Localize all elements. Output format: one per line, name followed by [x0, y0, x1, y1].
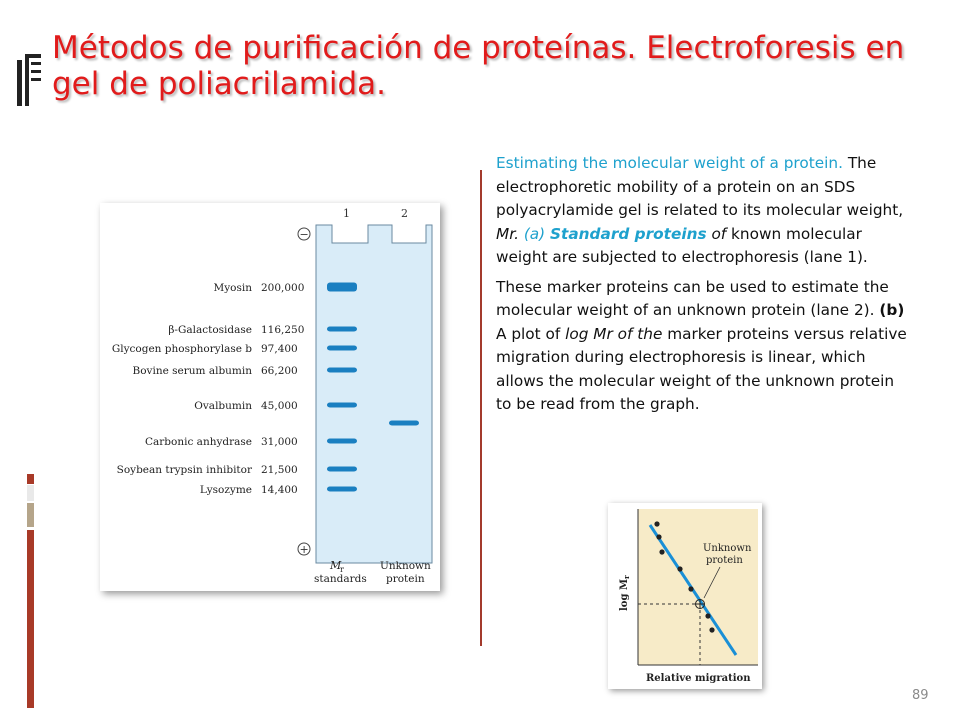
plot-svg	[608, 503, 762, 689]
marker-mw-6: 21,500	[261, 464, 298, 476]
lane1-number: 1	[343, 207, 350, 220]
lane1-band-0	[327, 283, 357, 292]
description-text	[496, 152, 908, 423]
lane2-caption-unknown: Unknown	[380, 560, 431, 572]
marker-mw-7: 14,400	[261, 484, 298, 496]
marker-name-0: Myosin	[213, 282, 252, 294]
marker-mw-1: 116,250	[261, 324, 305, 336]
plot-figure	[608, 503, 762, 689]
gel-body	[316, 225, 432, 563]
p2-logmr: log Mr of the	[565, 324, 663, 343]
marker-name-4: Ovalbumin	[194, 400, 252, 412]
plus-sign: +	[299, 543, 309, 556]
paragraph-1	[496, 152, 908, 270]
p2-text-c: marker proteins versus relative migration during electrophoresis is linear, which allows the molecular weight of the unknown protein to be read from the graph.	[496, 324, 907, 413]
lane2-unknown-band	[389, 421, 419, 426]
p1-standard-proteins: Standard proteins	[550, 224, 707, 243]
plot-point	[688, 586, 693, 591]
marker-name-1: β-Galactosidase	[168, 324, 252, 336]
marker-labels	[112, 282, 305, 496]
lane1-band-6	[327, 467, 357, 472]
lane2-number: 2	[401, 207, 408, 220]
paragraph-2	[496, 276, 908, 417]
p1-text-a: The electrophoretic mobility of a protein on an SDS polyacrylamide gel is related to its molecular weight,	[496, 154, 904, 219]
marker-name-5: Carbonic anhydrase	[144, 436, 252, 448]
lane2-caption-protein: protein	[386, 573, 425, 585]
annotation-unknown: Unknown	[703, 543, 752, 554]
lane1-caption-m: M	[330, 559, 342, 572]
plot-point	[677, 566, 682, 571]
lane1-band-4	[327, 403, 357, 408]
gel-svg	[100, 203, 440, 591]
marker-mw-4: 45,000	[261, 400, 298, 412]
marker-mw-2: 97,400	[261, 343, 298, 355]
lane1-caption-standards: standards	[314, 573, 367, 585]
lane1-band-2	[327, 346, 357, 351]
lane1-band-7	[327, 487, 357, 492]
p1-of: of	[706, 224, 727, 243]
plot-xlabel: Relative migration	[646, 673, 751, 684]
lane1-band-5	[327, 439, 357, 444]
p2-label-b: (b)	[879, 301, 905, 319]
plot-point	[656, 534, 661, 539]
divider-line	[480, 170, 482, 646]
lane1-band-3	[327, 368, 357, 373]
marker-mw-5: 31,000	[261, 436, 298, 448]
plot-point	[709, 627, 714, 632]
description-heading: Estimating the molecular weight of a protein.	[496, 154, 843, 172]
gel-figure	[100, 203, 440, 591]
lane1-band-1	[327, 327, 357, 332]
plot-point	[659, 549, 664, 554]
p1-text-b: known molecular weight are subjected to electrophoresis (lane 1).	[496, 224, 868, 266]
p1-label-a: (a)	[523, 224, 546, 243]
plot-point	[654, 521, 659, 526]
marker-name-7: Lysozyme	[199, 484, 252, 496]
page-number: 89	[912, 688, 929, 703]
plot-point	[705, 613, 710, 618]
marker-name-6: Soybean trypsin inhibitor	[116, 464, 252, 476]
minus-sign: −	[299, 228, 309, 241]
marker-mw-3: 66,200	[261, 365, 298, 377]
p2-text-a: These marker proteins can be used to estimate the molecular weight of an unknown protein (lane 2).	[496, 277, 889, 319]
annotation-protein: protein	[706, 555, 743, 566]
marker-name-3: Bovine serum albumin	[132, 365, 252, 377]
p2-text-b: A plot of	[496, 324, 566, 343]
marker-mw-0: 200,000	[261, 282, 305, 294]
plot-ylabel: $\log M_r$	[619, 575, 631, 611]
p1-mr: Mr.	[496, 224, 519, 243]
marker-name-2: Glycogen phosphorylase b	[111, 343, 252, 355]
lane1-caption-sub: r	[340, 565, 344, 574]
slide-title: Métodos de purificación de proteínas. Electroforesis en gel de poliacrilamida.	[52, 30, 905, 102]
